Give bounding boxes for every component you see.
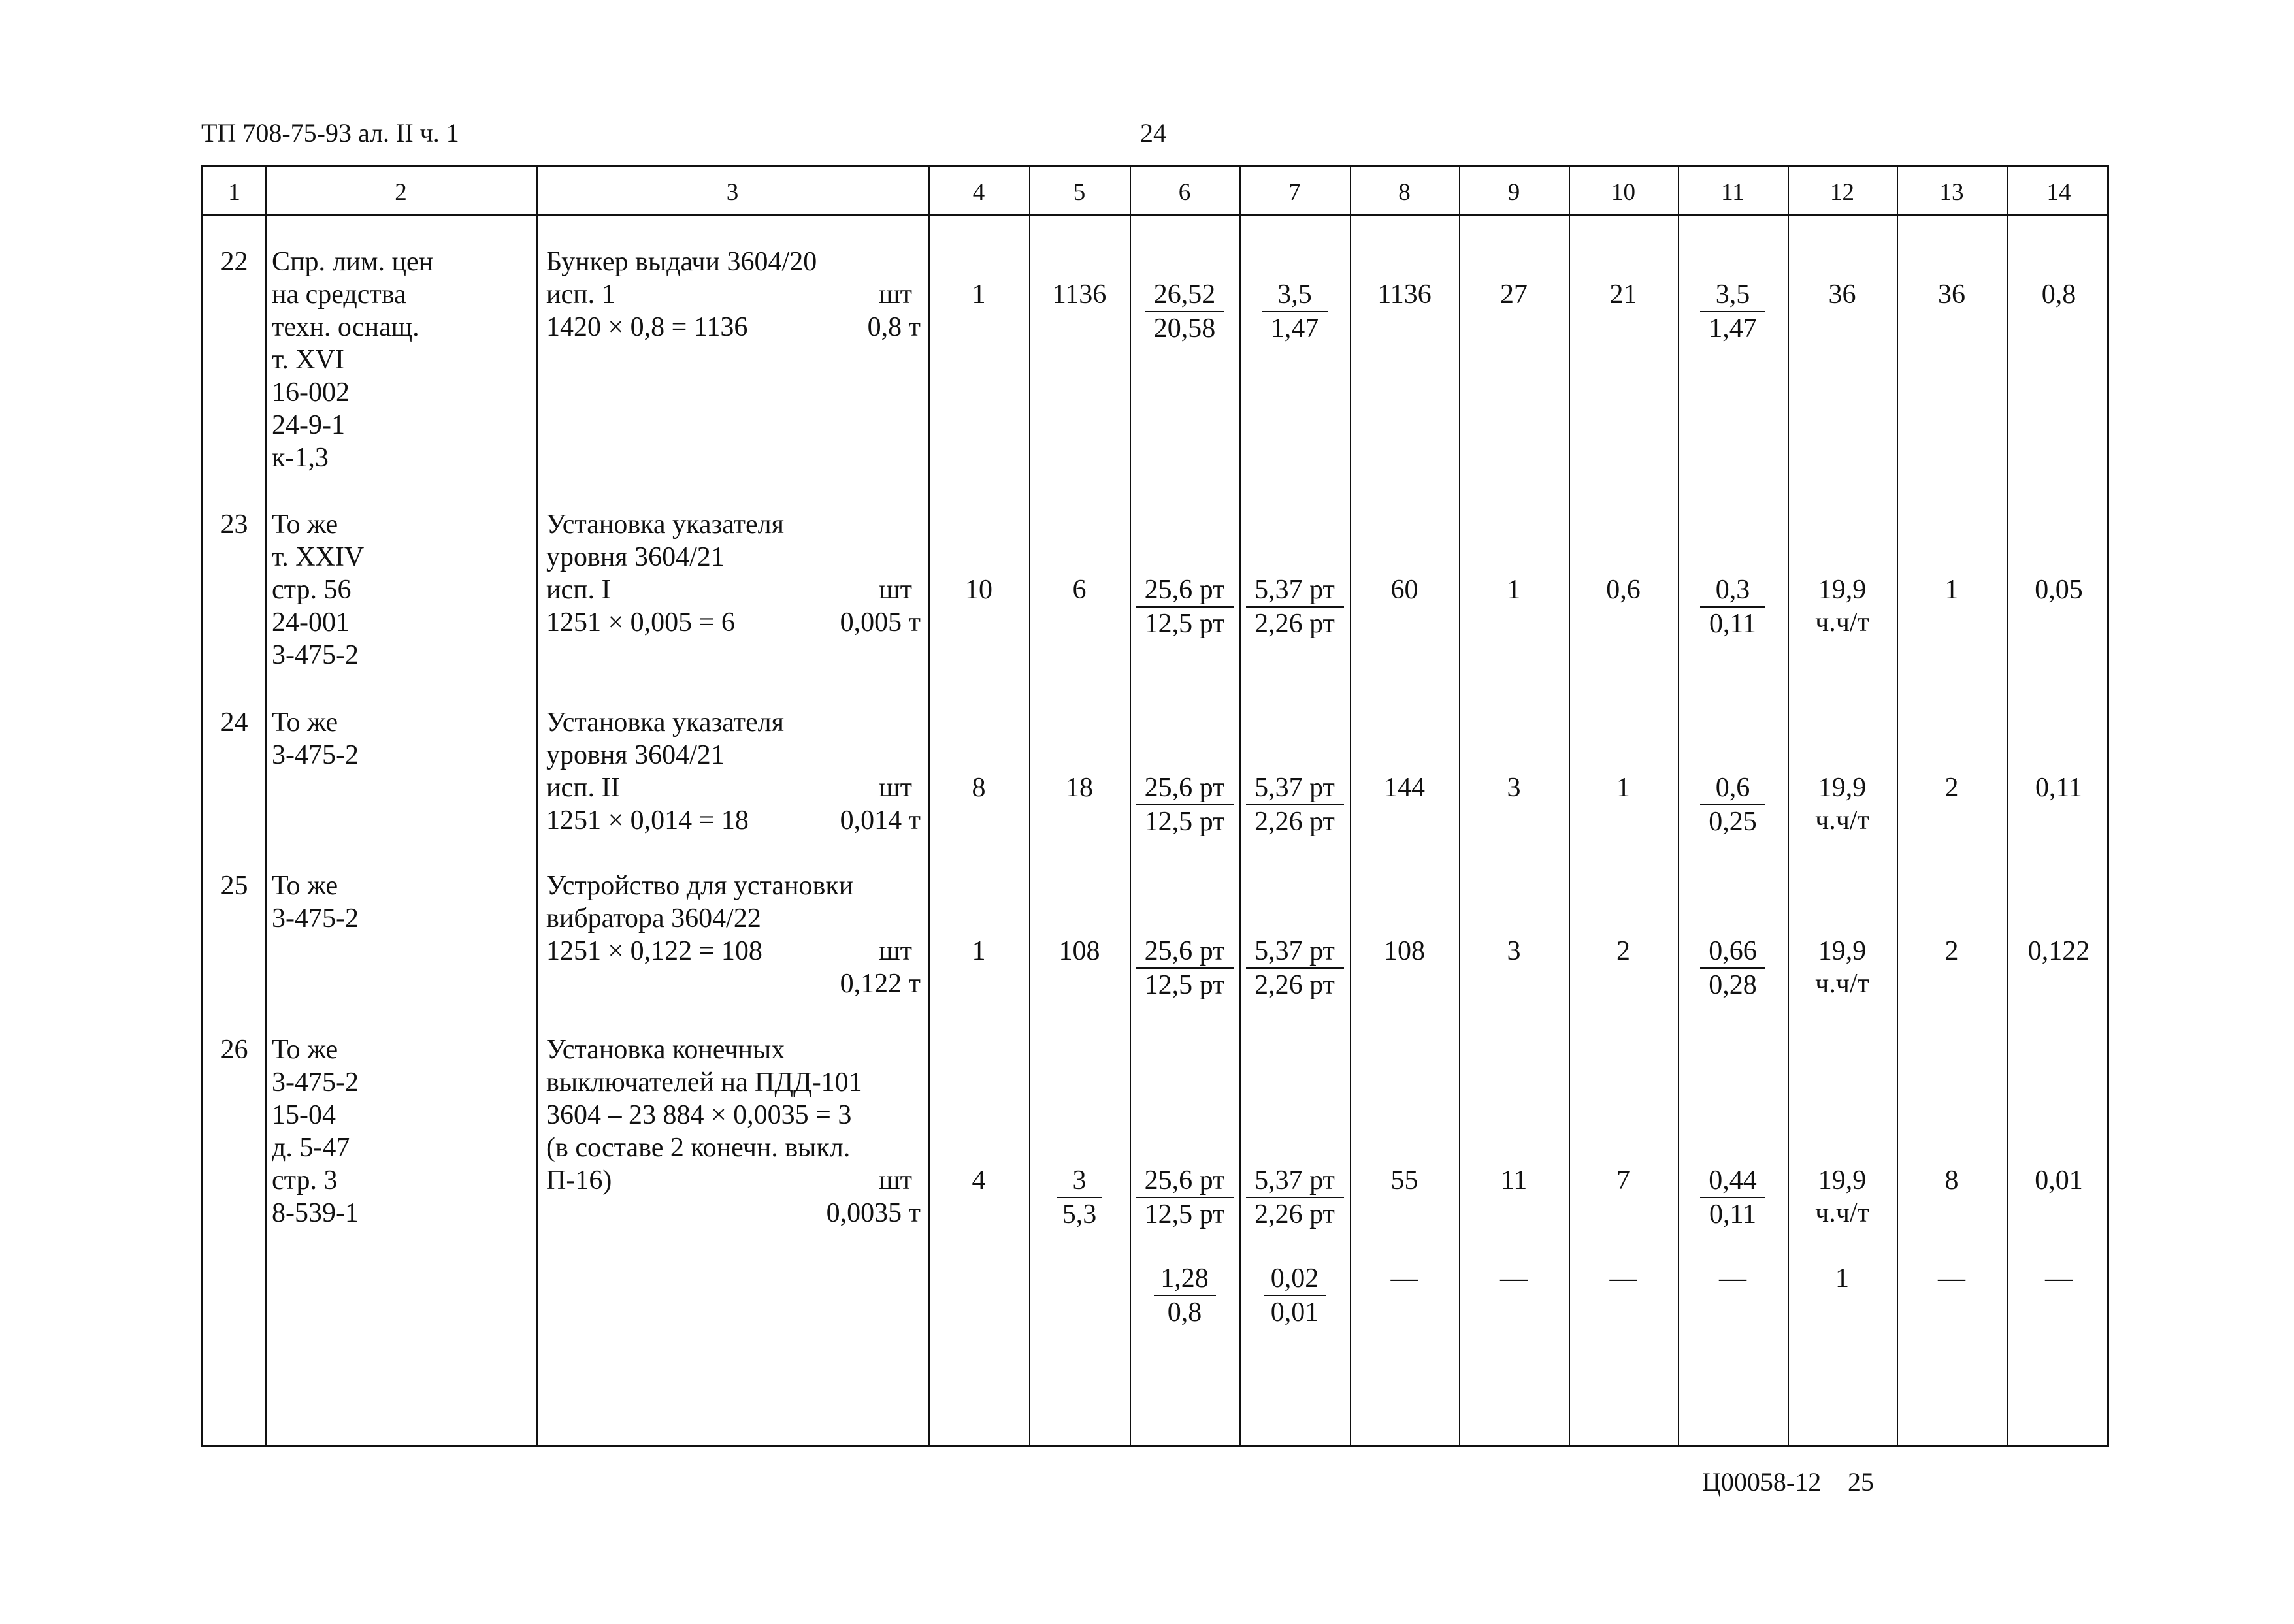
cell-value: 108 — [1384, 936, 1425, 966]
fraction-cell — [1678, 935, 1788, 1001]
cell-value: 19,9 — [1818, 575, 1867, 605]
fraction-denominator: 0,11 — [1709, 1199, 1756, 1229]
cell-value: 1 — [1835, 1263, 1849, 1293]
fraction-denominator: 12,5 рт — [1144, 970, 1225, 1000]
column-number: 1 — [228, 179, 240, 206]
fraction-denominator: 0,11 — [1709, 609, 1756, 639]
fraction-denominator: 5,3 — [1062, 1199, 1097, 1229]
header-separator — [203, 214, 2107, 216]
cell-value: 6 — [1072, 575, 1087, 605]
description-line: исп. II — [546, 773, 620, 803]
unit-label: шт — [879, 575, 912, 605]
cell-value: 144 — [1384, 773, 1425, 803]
cell-value: 0,6 — [1606, 575, 1641, 605]
description-line: Установка указателя — [546, 707, 784, 738]
column-divider — [1029, 167, 1030, 1445]
reference-line: То же — [272, 871, 338, 901]
row-number: 24 — [220, 707, 248, 738]
cell-value: 8 — [1944, 1165, 1959, 1195]
cell-value: — — [1719, 1263, 1746, 1293]
column-divider — [1350, 167, 1351, 1445]
reference-line: 24-9-1 — [272, 410, 345, 440]
cell-value: 36 — [1828, 280, 1856, 310]
sheet-number: 25 — [1848, 1467, 1874, 1497]
quantity: 1 — [972, 936, 986, 966]
cell-value: 0,8 — [2041, 280, 2076, 310]
cell-value: — — [2045, 1263, 2073, 1293]
fraction-cell — [1130, 574, 1239, 640]
fraction-denominator: 12,5 рт — [1144, 1199, 1225, 1229]
description-line: П-16) — [546, 1165, 612, 1195]
unit-label: шт — [879, 280, 912, 310]
reference-line: стр. 56 — [272, 575, 352, 605]
description-line: уровня 3604/21 — [546, 542, 725, 572]
cell-value: 0,11 — [2035, 773, 2082, 803]
column-number: 9 — [1507, 179, 1520, 206]
cell-unit: ч.ч/т — [1815, 608, 1869, 638]
cell-value: 2 — [1616, 936, 1630, 966]
fraction-numerator: 5,37 рт — [1254, 575, 1335, 605]
fraction-numerator: 1,28 — [1160, 1263, 1209, 1293]
reference-line: Спр. лим. цен — [272, 247, 434, 277]
description-line: Установка конечных — [546, 1035, 785, 1065]
description-line: Устройство для установки — [546, 871, 854, 901]
fraction-cell — [1130, 935, 1239, 1001]
cell-value: 7 — [1616, 1165, 1630, 1195]
calculation: 1420 × 0,8 = 1136 — [546, 312, 748, 342]
column-number: 11 — [1721, 179, 1745, 206]
reference-line: 3-475-2 — [272, 640, 359, 670]
unit-mass: 0,122 т — [840, 969, 921, 999]
fraction-cell — [1130, 771, 1239, 838]
page-number: 24 — [1140, 118, 1166, 148]
cell-value: 2 — [1944, 936, 1959, 966]
fraction-cell — [1239, 935, 1350, 1001]
cell-value: 55 — [1390, 1165, 1418, 1195]
document-reference: ТП 708-75-93 ал. II ч. 1 — [201, 118, 459, 148]
quantity: 1 — [972, 280, 986, 310]
reference-line: То же — [272, 510, 338, 540]
reference-line: 3-475-2 — [272, 1067, 359, 1097]
reference-line: т. XXIV — [272, 542, 365, 572]
reference-line: 3-475-2 — [272, 740, 359, 770]
description-line: выключателей на ПДД-101 — [546, 1067, 862, 1097]
row-number: 25 — [220, 871, 248, 901]
column-divider — [265, 167, 267, 1445]
column-number: 12 — [1830, 179, 1854, 206]
reference-line: То же — [272, 707, 338, 738]
quantity: 4 — [972, 1165, 986, 1195]
row-number: 26 — [220, 1035, 248, 1065]
reference-line: 3-475-2 — [272, 903, 359, 934]
fraction-cell — [1678, 574, 1788, 640]
column-divider — [2007, 167, 2008, 1445]
fraction-numerator: 3,5 — [1277, 280, 1312, 310]
cell-value: 1136 — [1377, 280, 1432, 310]
cell-value: 19,9 — [1818, 773, 1867, 803]
fraction-cell — [1239, 771, 1350, 838]
fraction-denominator: 12,5 рт — [1144, 609, 1225, 639]
fraction-denominator: 1,47 — [1270, 314, 1319, 344]
fraction-denominator: 2,26 рт — [1254, 609, 1335, 639]
cell-value: 1 — [1616, 773, 1630, 803]
fraction-numerator: 5,37 рт — [1254, 1165, 1335, 1195]
row-number: 23 — [220, 510, 248, 540]
cell-unit: ч.ч/т — [1815, 805, 1869, 836]
fraction-numerator: 0,3 — [1715, 575, 1750, 605]
description-line: 3604 – 23 884 × 0,0035 = 3 — [546, 1100, 852, 1130]
column-divider — [928, 167, 930, 1445]
fraction-denominator: 12,5 рт — [1144, 807, 1225, 837]
column-divider — [1569, 167, 1570, 1445]
cell-unit: ч.ч/т — [1815, 969, 1869, 999]
fraction-denominator: 0,28 — [1709, 970, 1757, 1000]
cell-value: — — [1390, 1263, 1418, 1293]
fraction-cell — [1130, 278, 1239, 345]
fraction-denominator: 20,58 — [1153, 314, 1216, 344]
fraction-cell — [1239, 1164, 1350, 1231]
description-line: Бункер выдачи 3604/20 — [546, 247, 817, 277]
fraction-numerator: 5,37 рт — [1254, 936, 1335, 966]
calculation: 1251 × 0,014 = 18 — [546, 805, 749, 836]
fraction-cell — [1239, 1262, 1350, 1329]
column-number: 2 — [395, 179, 407, 206]
fraction-numerator: 5,37 рт — [1254, 773, 1335, 803]
fraction-cell — [1678, 771, 1788, 838]
fraction-numerator: 26,52 — [1153, 280, 1216, 310]
column-divider — [1897, 167, 1898, 1445]
calculation: 1251 × 0,005 = 6 — [546, 608, 735, 638]
cell-value: 0,05 — [2035, 575, 2083, 605]
estimate-table — [201, 165, 2109, 1447]
cell-value: 60 — [1390, 575, 1418, 605]
unit-label: шт — [879, 936, 912, 966]
fraction-cell — [1130, 1164, 1239, 1231]
unit-mass: 0,005 т — [840, 608, 921, 638]
fraction-denominator: 2,26 рт — [1254, 1199, 1335, 1229]
cell-value: 2 — [1944, 773, 1959, 803]
unit-label: шт — [879, 1165, 912, 1195]
fraction-numerator: 0,02 — [1270, 1263, 1319, 1293]
cell-unit: ч.ч/т — [1815, 1198, 1869, 1228]
fraction-cell — [1678, 278, 1788, 345]
column-number: 6 — [1178, 179, 1191, 206]
fraction-cell — [1678, 1164, 1788, 1231]
unit-mass: 0,0035 т — [826, 1198, 921, 1228]
description-line: (в составе 2 конечн. выкл. — [546, 1133, 851, 1163]
fraction-denominator: 0,25 — [1709, 807, 1757, 837]
cell-value: — — [1938, 1263, 1965, 1293]
cell-value: 108 — [1058, 936, 1100, 966]
unit-mass: 0,8 т — [867, 312, 921, 342]
fraction-denominator: 2,26 рт — [1254, 970, 1335, 1000]
cell-value: — — [1609, 1263, 1637, 1293]
cell-value: 27 — [1500, 280, 1528, 310]
description-line: исп. 1 — [546, 280, 615, 310]
fraction-numerator: 3 — [1072, 1165, 1087, 1195]
fraction-numerator: 25,6 рт — [1144, 575, 1225, 605]
fraction-numerator: 3,5 — [1715, 280, 1750, 310]
fraction-cell — [1130, 1262, 1239, 1329]
quantity: 8 — [972, 773, 986, 803]
cell-value: 3 — [1507, 773, 1521, 803]
fraction-numerator: 0,66 — [1709, 936, 1757, 966]
reference-line: техн. оснащ. — [272, 312, 419, 342]
reference-line: 16-002 — [272, 378, 350, 408]
cell-value: 1 — [1507, 575, 1521, 605]
fraction-numerator: 25,6 рт — [1144, 1165, 1225, 1195]
column-number: 5 — [1073, 179, 1086, 206]
reference-line: к-1,3 — [272, 443, 329, 473]
column-divider — [1459, 167, 1460, 1445]
row-number: 22 — [220, 247, 248, 277]
description-line: Установка указателя — [546, 510, 784, 540]
unit-label: шт — [879, 773, 912, 803]
cell-value: 3 — [1507, 936, 1521, 966]
fraction-cell — [1239, 278, 1350, 345]
column-number: 7 — [1288, 179, 1301, 206]
fraction-denominator: 0,01 — [1270, 1297, 1319, 1327]
fraction-denominator: 2,26 рт — [1254, 807, 1335, 837]
column-number: 10 — [1611, 179, 1635, 206]
cell-value: 18 — [1066, 773, 1093, 803]
cell-value: 11 — [1500, 1165, 1528, 1195]
reference-line: То же — [272, 1035, 338, 1065]
column-number: 14 — [2046, 179, 2071, 206]
fraction-denominator: 0,8 — [1167, 1297, 1202, 1327]
cell-value: 0,01 — [2035, 1165, 2083, 1195]
cell-value: 1 — [1944, 575, 1959, 605]
reference-line: т. XVI — [272, 345, 344, 375]
cell-value: 19,9 — [1818, 1165, 1867, 1195]
cell-value: 21 — [1609, 280, 1637, 310]
fraction-cell — [1239, 574, 1350, 640]
cell-value: 36 — [1938, 280, 1965, 310]
column-number: 3 — [726, 179, 739, 206]
fraction-numerator: 25,6 рт — [1144, 773, 1225, 803]
reference-line: 15-04 — [272, 1100, 336, 1130]
description-line: исп. I — [546, 575, 611, 605]
description-line: уровня 3604/21 — [546, 740, 725, 770]
column-number: 4 — [972, 179, 985, 206]
column-number: 8 — [1398, 179, 1411, 206]
fraction-denominator: 1,47 — [1709, 314, 1757, 344]
unit-mass: 0,014 т — [840, 805, 921, 836]
reference-line: на средства — [272, 280, 406, 310]
column-number: 13 — [1939, 179, 1964, 206]
cell-value: 1136 — [1052, 280, 1107, 310]
fraction-numerator: 0,44 — [1709, 1165, 1757, 1195]
fraction-numerator: 0,6 — [1715, 773, 1750, 803]
document-code: Ц00058-12 — [1702, 1467, 1822, 1497]
fraction-numerator: 25,6 рт — [1144, 936, 1225, 966]
calculation: 1251 × 0,122 = 108 — [546, 936, 762, 966]
reference-line: 8-539-1 — [272, 1198, 359, 1228]
cell-value: — — [1500, 1263, 1528, 1293]
fraction-cell — [1029, 1164, 1130, 1231]
quantity: 10 — [965, 575, 992, 605]
reference-line: стр. 3 — [272, 1165, 338, 1195]
cell-value: 19,9 — [1818, 936, 1867, 966]
cell-value: 0,122 — [2027, 936, 2090, 966]
reference-line: д. 5-47 — [272, 1133, 350, 1163]
reference-line: 24-001 — [272, 608, 350, 638]
description-line: вибратора 3604/22 — [546, 903, 761, 934]
